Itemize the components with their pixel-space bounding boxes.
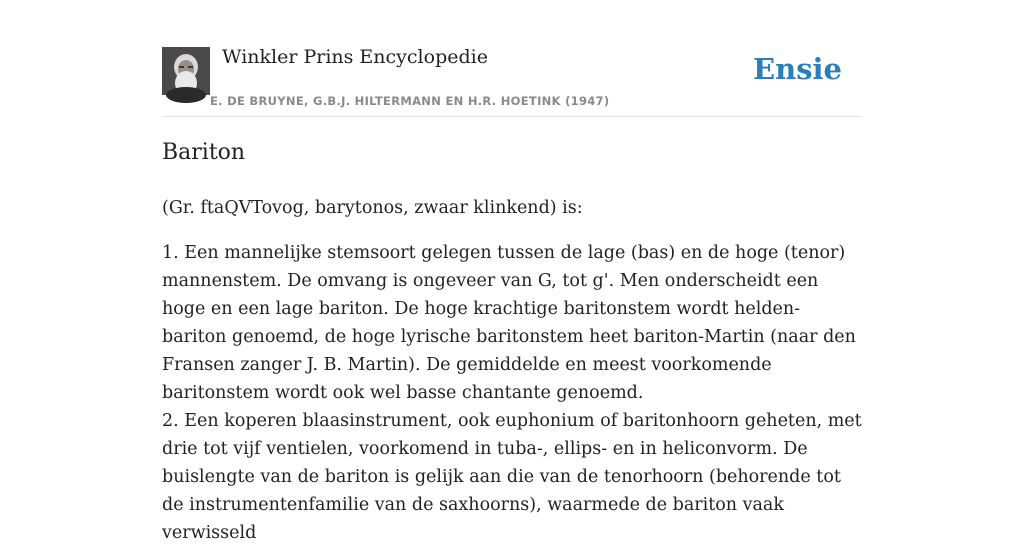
definition-paragraph-1: 1. Een mannelijke stemsoort gelegen tussen de lage (bas) en de hoge (tenor) mannenstem. De omvang is ongeveer van G, tot g'. Men onderscheidt een hoge en een lage bariton. De hoge krachtige baritonstem wordt helden-bariton genoemd, de hoge lyrische baritonstem heet bariton-Martin (naar den Fransen zanger J. B. Martin). De gemiddelde en meest voorkomende baritonstem wordt ook wel basse chantante genoemd.: [162, 243, 856, 403]
ensie-logo[interactable]: Ensie: [753, 52, 842, 86]
definition-paragraph-2: 2. Een koperen blaasinstrument, ook euphonium of baritonhoorn geheten, met drie tot vijf ventielen, voorkomend in tuba-, ellips- en in heliconvorm. De buislengte van de bariton is gelijk aan die van de tenorhoorn (behorende tot de instrumentenfamilie van de saxhoorns), waarmede de bariton vaak verwisseld: [162, 411, 862, 543]
source-authors: E. DE BRUYNE, G.B.J. HILTERMANN EN H.R. HOETINK (1947): [210, 94, 610, 108]
source-header: [162, 0, 862, 117]
entry-body: [162, 239, 862, 547]
source-title[interactable]: Winkler Prins Encyclopedie: [222, 46, 488, 68]
entry-title: Bariton: [162, 140, 246, 165]
author-portrait-icon[interactable]: [162, 47, 210, 95]
article-page: [162, 0, 862, 543]
entry-etymology: (Gr. ftaQVTovog, barytonos, zwaar klinkend) is:: [162, 198, 583, 218]
